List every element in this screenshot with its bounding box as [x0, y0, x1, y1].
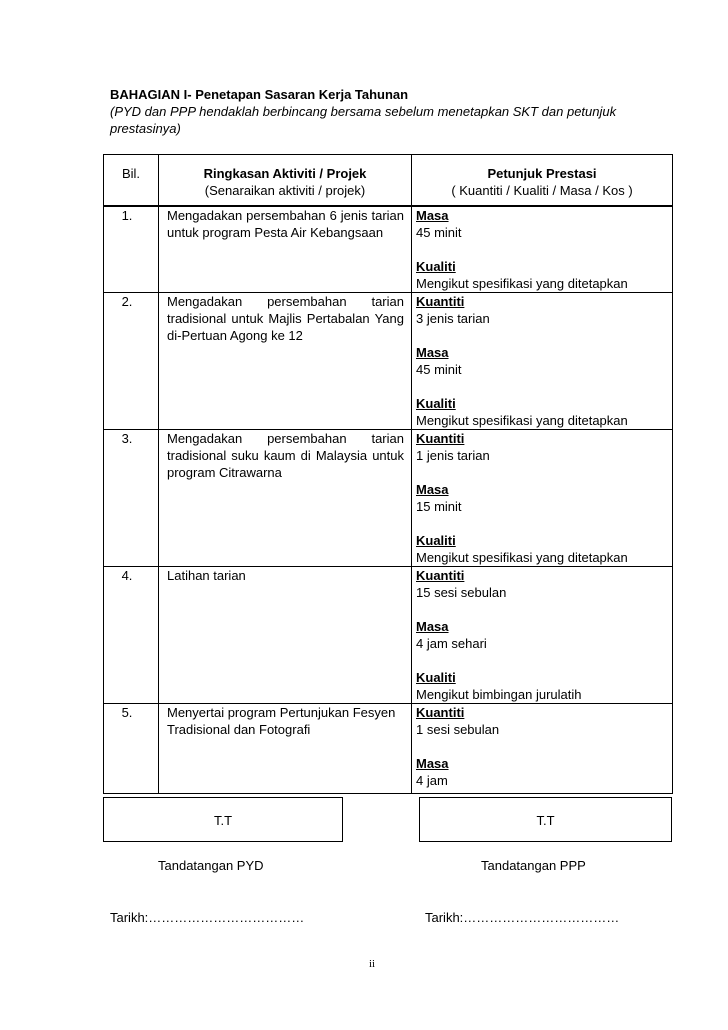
row-aktiviti: Menyertai program Pertunjukan Fesyen Tradisional dan Fotografi	[159, 704, 412, 794]
petunjuk-value: 3 jenis tarian	[416, 311, 490, 326]
col-header-aktiviti	[159, 155, 412, 207]
petunjuk-key: Kualiti	[416, 670, 456, 685]
petunjuk-key: Kualiti	[416, 259, 456, 274]
row-petunjuk	[412, 206, 673, 293]
section-note: (PYD dan PPP hendaklah berbincang bersama sebelum menetapkan SKT dan petunjuk prestasinya)	[110, 104, 617, 136]
row-aktiviti: Latihan tarian	[159, 567, 412, 704]
row-aktiviti: Mengadakan persembahan tarian tradisional suku kaum di Malaysia untuk program Citrawarna	[159, 430, 412, 567]
signature-label-pyd: Tandatangan PYD	[158, 858, 264, 873]
tarikh-pyd: Tarikh:………………………………	[110, 910, 305, 925]
col-header-petunjuk-sub: ( Kuantiti / Kualiti / Masa / Kos )	[451, 183, 633, 198]
row-petunjuk	[412, 430, 673, 567]
row-petunjuk	[412, 567, 673, 704]
petunjuk-key: Kuantiti	[416, 705, 465, 720]
petunjuk-key: Masa	[416, 208, 449, 223]
petunjuk-key: Masa	[416, 482, 449, 497]
signature-box-pyd: T.T	[103, 797, 343, 842]
row-bil: 2.	[104, 293, 159, 430]
petunjuk-value: 15 minit	[416, 499, 462, 514]
signature-box-ppp: T.T	[419, 797, 672, 842]
col-header-petunjuk	[412, 155, 673, 207]
row-aktiviti: Mengadakan persembahan 6 jenis tarian untuk program Pesta Air Kebangsaan	[159, 206, 412, 293]
table-row	[104, 567, 673, 704]
row-aktiviti: Mengadakan persembahan tarian tradisional untuk Majlis Pertabalan Yang di-Pertuan Agong ke 12	[159, 293, 412, 430]
col-header-bil: Bil.	[104, 155, 159, 207]
signature-label-ppp: Tandatangan PPP	[481, 858, 586, 873]
petunjuk-key: Kualiti	[416, 396, 456, 411]
table-row	[104, 704, 673, 794]
petunjuk-key: Kuantiti	[416, 568, 465, 583]
petunjuk-value: 4 jam	[416, 773, 448, 788]
row-bil: 1.	[104, 206, 159, 293]
petunjuk-key: Masa	[416, 756, 449, 771]
petunjuk-value: 45 minit	[416, 225, 462, 240]
petunjuk-key: Kualiti	[416, 533, 456, 548]
section-header	[110, 86, 670, 137]
row-bil: 5.	[104, 704, 159, 794]
petunjuk-value: 1 jenis tarian	[416, 448, 490, 463]
petunjuk-value: Mengikut spesifikasi yang ditetapkan	[416, 550, 628, 565]
row-petunjuk	[412, 293, 673, 430]
petunjuk-value: Mengikut spesifikasi yang ditetapkan	[416, 413, 628, 428]
petunjuk-key: Masa	[416, 345, 449, 360]
petunjuk-value: Mengikut spesifikasi yang ditetapkan	[416, 276, 628, 291]
petunjuk-key: Masa	[416, 619, 449, 634]
petunjuk-value: 45 minit	[416, 362, 462, 377]
skt-table	[103, 154, 673, 794]
petunjuk-value: Mengikut bimbingan jurulatih	[416, 687, 582, 702]
petunjuk-value: 1 sesi sebulan	[416, 722, 500, 737]
col-header-aktiviti-sub: (Senaraikan aktiviti / projek)	[204, 183, 366, 198]
row-bil: 4.	[104, 567, 159, 704]
col-header-petunjuk-title: Petunjuk Prestasi	[487, 166, 597, 181]
table-row	[104, 430, 673, 567]
petunjuk-value: 15 sesi sebulan	[416, 585, 507, 600]
row-petunjuk	[412, 704, 673, 794]
petunjuk-key: Kuantiti	[416, 431, 465, 446]
table-row	[104, 293, 673, 430]
table-header-row	[104, 155, 673, 207]
petunjuk-value: 4 jam sehari	[416, 636, 487, 651]
section-title: BAHAGIAN I- Penetapan Sasaran Kerja Tahunan	[110, 87, 409, 102]
col-header-aktiviti-title: Ringkasan Aktiviti / Projek	[203, 166, 367, 181]
page-number: ii	[368, 958, 376, 970]
row-bil: 3.	[104, 430, 159, 567]
tarikh-ppp: Tarikh:………………………………	[425, 910, 620, 925]
petunjuk-key: Kuantiti	[416, 294, 465, 309]
table-row	[104, 206, 673, 293]
